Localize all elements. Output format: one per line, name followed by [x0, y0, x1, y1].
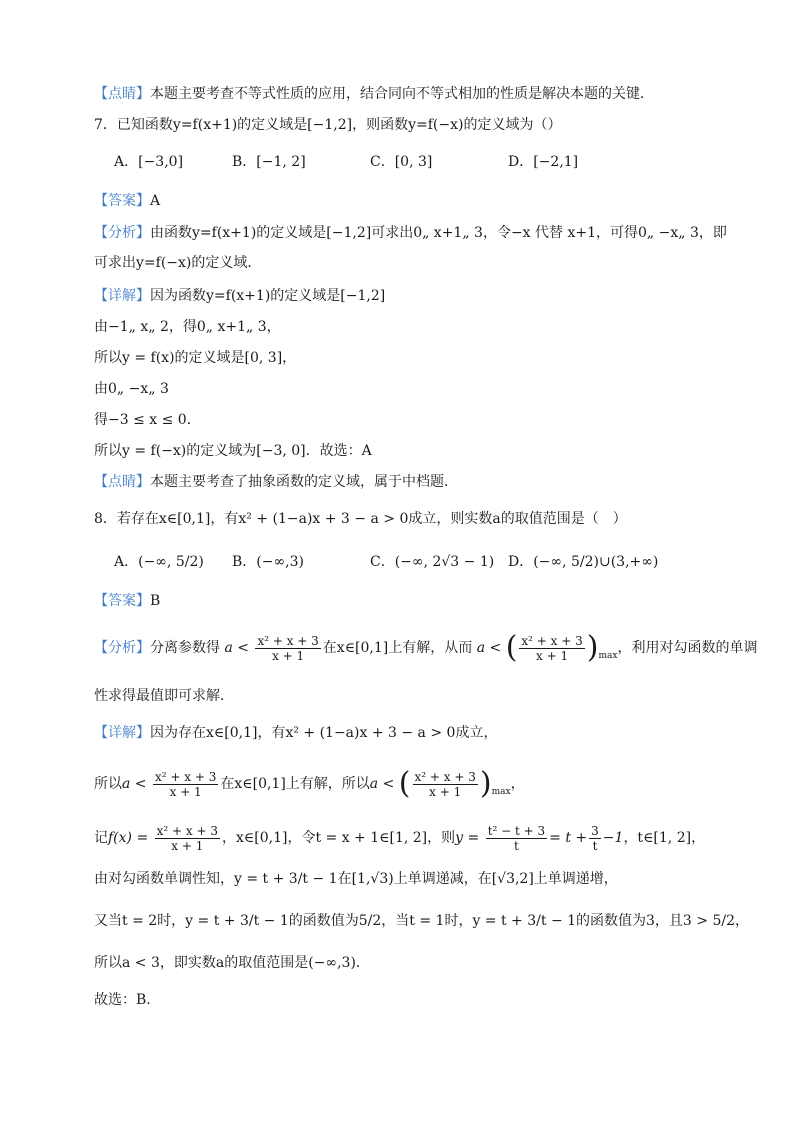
- q8-option-c: C．(−∞, 2√3 − 1): [370, 554, 495, 570]
- fraction: [589, 824, 601, 853]
- a-lt-symbol: a <: [369, 776, 395, 792]
- q7-analysis-line-1: [94, 222, 727, 244]
- dianjing-tag: 【点睛】: [94, 86, 150, 102]
- q8-detail-3c: ，t∈[1, 2]，: [623, 830, 706, 846]
- max-subscript: max: [598, 651, 618, 661]
- q8-detail-line-6: 所以a < 3，即实数a的取值范围是(−∞,3)．: [94, 955, 370, 971]
- q7-detail-line-4: 由0„ −x„ 3: [94, 381, 169, 397]
- fraction-denominator: x + 1: [171, 838, 204, 853]
- fraction-denominator: x + 1: [429, 784, 462, 799]
- fraction-denominator: t: [592, 838, 598, 853]
- fraction: [155, 824, 220, 853]
- fraction-numerator: x² + x + 3: [154, 769, 217, 784]
- q8-option-b: B．(−∞,3): [232, 554, 304, 570]
- q8-detail-2c: ，: [510, 776, 525, 792]
- q6-dianjing-line: [94, 83, 654, 105]
- q8-analysis-a: 分离参数得: [150, 640, 220, 656]
- y-eq: y =: [455, 830, 480, 846]
- paren-right: ): [479, 766, 492, 801]
- fraction: [153, 770, 218, 799]
- q7-answer: A: [150, 193, 161, 209]
- a-lt-symbol: a <: [122, 776, 147, 792]
- q8-answer: B: [150, 593, 161, 609]
- q8-detail-line-2: [94, 766, 525, 810]
- fraction: [486, 824, 547, 853]
- fraction-denominator: x + 1: [536, 648, 569, 663]
- q8-detail-line-7: 故选：B.: [94, 992, 151, 1008]
- q7-analysis-text-1: 由函数y=f(x+1)的定义域是[−1,2]可求出0„ x+1„ 3，令−x 代替 x+1，可得0„ −x„ 3，即: [150, 225, 727, 241]
- q8-detail-line-4: 由对勾函数单调性知，y = t + 3/t − 1在[1,√3)上单调递减，在[√3,2]上单调递增，: [94, 871, 618, 887]
- fraction: [519, 634, 584, 663]
- fraction-numerator: x² + x + 3: [414, 769, 476, 784]
- fraction-numerator: x² + x + 3: [156, 823, 218, 838]
- q8-analysis-line-1: [94, 630, 757, 674]
- q8-stem: 8．若存在x∈[0,1]，有x² + (1−a)x + 3 − a > 0成立，则实数a的取值范围是（ ）: [94, 511, 627, 527]
- q8-detail-line-1: [94, 722, 497, 744]
- answer-tag: 【答案】: [94, 193, 150, 209]
- q8-detail-3b: ，x∈[0,1]，令t = x + 1∈[1, 2]，则: [222, 830, 456, 846]
- paren-right: ): [586, 630, 599, 665]
- fraction-denominator: t: [514, 838, 519, 853]
- fraction-denominator: x + 1: [169, 784, 202, 799]
- q8-detail-3a: 记: [94, 830, 108, 846]
- q8-analysis-b: 在x∈[0,1]上有解，从而: [322, 640, 473, 656]
- fx-eq: f(x) =: [108, 830, 149, 846]
- fraction-numerator: 3: [591, 823, 599, 838]
- analysis-tag: 【分析】: [94, 225, 150, 241]
- q8-detail-line-3: [94, 820, 705, 856]
- analysis-tag: 【分析】: [94, 640, 150, 656]
- q7-option-a: A．[−3,0]: [114, 154, 184, 170]
- q7-detail-line-5: 得−3 ≤ x ≤ 0．: [94, 412, 201, 428]
- q7-detail-line-1: [94, 285, 385, 307]
- max-subscript: max: [491, 787, 511, 797]
- q7-detail-text-1: 因为函数y=f(x+1)的定义域是[−1,2]: [150, 288, 386, 304]
- a-lt-symbol: a <: [224, 640, 249, 656]
- q8-detail-2b: 在x∈[0,1]上有解，所以: [220, 776, 370, 792]
- paren-left: (: [505, 630, 518, 665]
- fraction: [255, 634, 320, 663]
- q8-detail-line-5: 又当t = 2时，y = t + 3/t − 1的函数值为5/2，当t = 1时，y = t + 3/t − 1的函数值为3，且3 > 5/2，: [94, 913, 750, 929]
- q8-analysis-line-2: 性求得最值即可求解．: [94, 688, 234, 704]
- q8-option-d: D．(−∞, 5/2)∪(3,+∞): [508, 554, 659, 570]
- minus-one: −1: [602, 830, 624, 846]
- fraction-denominator: x + 1: [272, 648, 305, 663]
- q8-option-a: A．(−∞, 5/2): [114, 554, 204, 570]
- a-lt-symbol: a <: [476, 640, 502, 656]
- q8-analysis-c: ，利用对勾函数的单调: [617, 640, 758, 656]
- q8-detail-text-1: 因为存在x∈[0,1]，有x² + (1−a)x + 3 − a > 0成立，: [150, 725, 498, 741]
- q7-detail-line-3: 所以y = f(x)的定义域是[0, 3]，: [94, 350, 297, 366]
- q7-stem: 7．已知函数y=f(x+1)的定义域是[−1,2]，则函数y=f(−x)的定义域为（）: [94, 117, 562, 133]
- detail-tag: 【详解】: [94, 725, 150, 741]
- detail-tag: 【详解】: [94, 288, 150, 304]
- eq-t-part: = t +: [549, 830, 588, 846]
- answer-tag: 【答案】: [94, 593, 150, 609]
- q7-dianjing-line: [94, 471, 458, 493]
- fraction-numerator: t² − t + 3: [487, 823, 546, 838]
- q8-detail-2a: 所以: [94, 776, 122, 792]
- q7-analysis-line-2: 可求出y=f(−x)的定义域．: [94, 255, 262, 271]
- dianjing-tag: 【点睛】: [94, 474, 150, 490]
- q7-option-d: D．[−2,1]: [508, 154, 579, 170]
- q7-detail-line-2: 由−1„ x„ 2，得0„ x+1„ 3，: [94, 319, 281, 335]
- q8-answer-line: [94, 590, 160, 612]
- q7-detail-line-6: 所以y = f(−x)的定义域为[−3, 0]．故选：A: [94, 443, 372, 459]
- fraction-numerator: x² + x + 3: [521, 633, 583, 648]
- q6-dianjing-text: 本题主要考查不等式性质的应用，结合同向不等式相加的性质是解决本题的关键．: [150, 86, 654, 102]
- paren-left: (: [398, 766, 411, 801]
- fraction-numerator: x² + x + 3: [257, 633, 319, 648]
- fraction: [413, 770, 478, 799]
- q7-option-c: C．[0, 3]: [370, 154, 433, 170]
- q7-dianjing-text: 本题主要考查了抽象函数的定义域，属于中档题．: [150, 474, 458, 490]
- q7-answer-line: [94, 190, 160, 212]
- q7-option-b: B．[−1, 2]: [232, 154, 306, 170]
